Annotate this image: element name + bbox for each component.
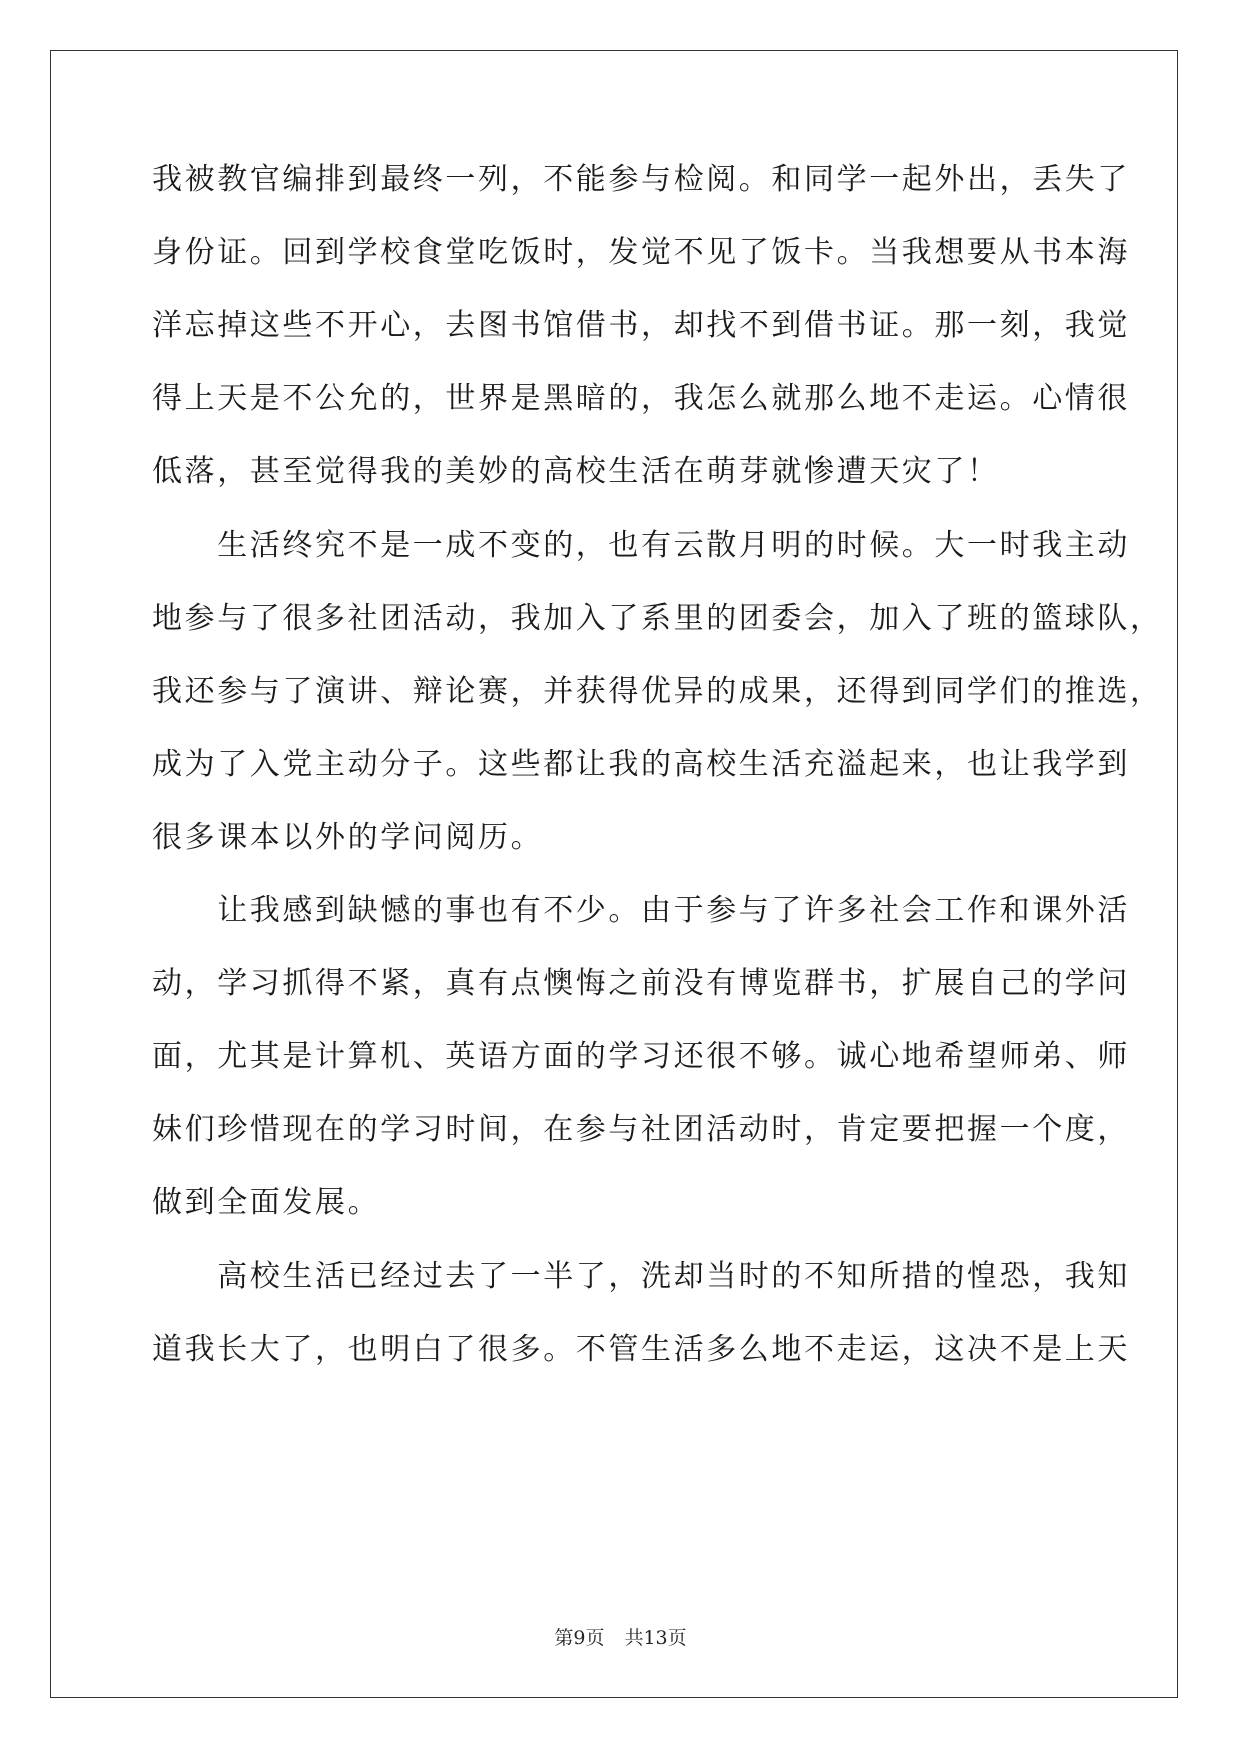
text-line: 身份证。回到学校食堂吃饭时，发觉不见了饭卡。当我想要从书本海 [152,235,1130,270]
text-line: 妹们珍惜现在的学习时间，在参与社团活动时，肯定要把握一个度， [152,1112,1130,1147]
page-number: 第9页 [554,1627,605,1649]
page-total: 共13页 [624,1627,687,1649]
text-line: 动，学习抓得不紧，真有点懊悔之前没有博览群书，扩展自己的学问 [152,966,1130,1001]
text-line: 做到全面发展。 [152,1185,381,1220]
text-line: 地参与了很多社团活动，我加入了系里的团委会，加入了班的篮球队， [152,601,1163,636]
text-line: 面，尤其是计算机、英语方面的学习还很不够。诚心地希望师弟、师 [152,1039,1130,1074]
text-line: 成为了入党主动分子。这些都让我的高校生活充溢起来，也让我学到 [152,747,1130,782]
text-line: 我被教官编排到最终一列，不能参与检阅。和同学一起外出，丢失了 [152,162,1130,197]
page-frame [50,50,1178,1698]
text-line: 得上天是不公允的，世界是黑暗的，我怎么就那么地不走运。心情很 [152,381,1130,416]
text-line: 道我长大了，也明白了很多。不管生活多么地不走运，这决不是上天 [152,1332,1130,1367]
text-line: 高校生活已经过去了一半了，洗却当时的不知所措的惶恐，我知 [152,1259,1130,1294]
text-line: 洋忘掉这些不开心，去图书馆借书，却找不到借书证。那一刻，我觉 [152,308,1130,343]
text-line: 让我感到缺憾的事也有不少。由于参与了许多社会工作和课外活 [152,893,1130,928]
text-line: 低落，甚至觉得我的美妙的高校生活在萌芽就惨遭天灾了！ [152,454,1000,489]
page-footer [0,1626,1241,1650]
text-line: 很多课本以外的学问阅历。 [152,820,544,855]
text-line: 生活终究不是一成不变的，也有云散月明的时候。大一时我主动 [152,528,1130,563]
text-line: 我还参与了演讲、辩论赛，并获得优异的成果，还得到同学们的推选， [152,674,1163,709]
